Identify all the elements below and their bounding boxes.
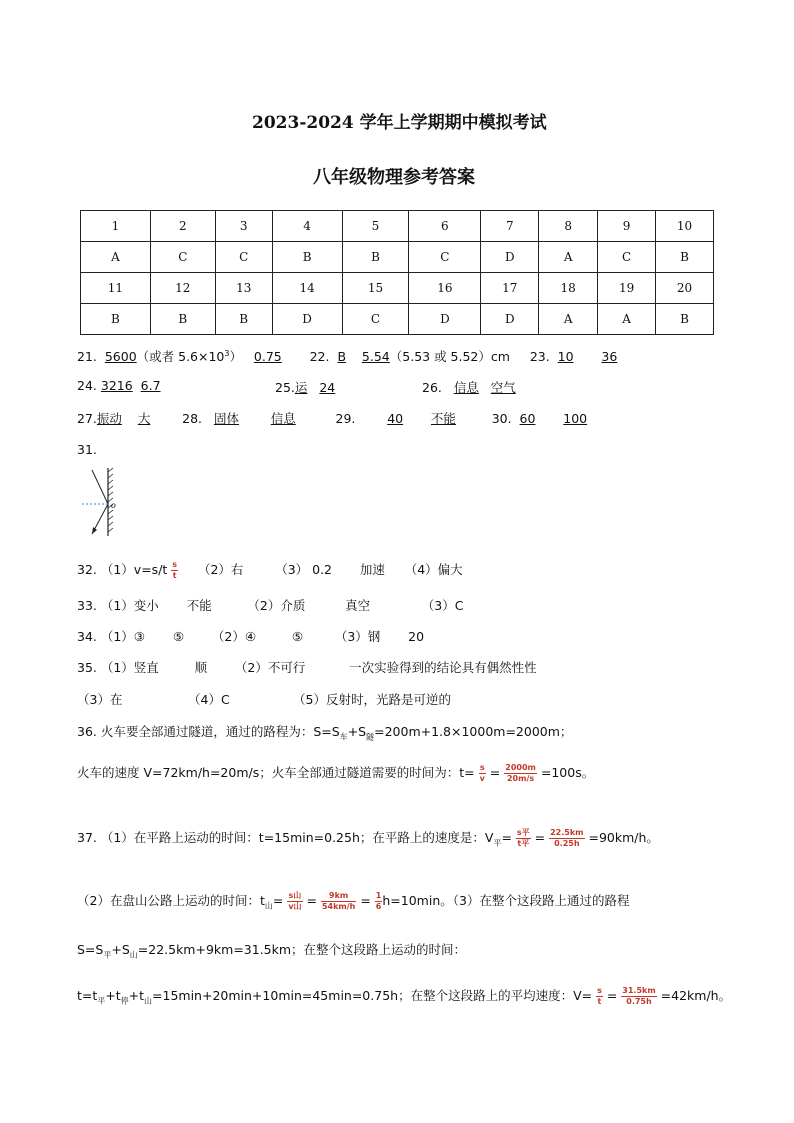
answer-row (81, 242, 714, 273)
q29-answer-b: 不能 (430, 411, 456, 426)
q37-sub-mountain-2: 山 (129, 950, 138, 960)
q36-sub-tunnel: 隧 (366, 732, 375, 742)
table-cell: A (598, 304, 656, 335)
q32-fraction: $\frac{s}{t}$ (172, 560, 178, 580)
table-cell: 16 (409, 273, 481, 304)
q37-text-d: t=t (77, 988, 98, 1003)
table-cell: C (409, 242, 481, 273)
table-cell: B (656, 242, 714, 273)
q21-exponent: 3 (224, 348, 230, 358)
table-cell: C (342, 304, 409, 335)
q35-part5: （5）反射时，光路是可逆的 (293, 692, 451, 707)
q30-answer-b: 100 (563, 411, 588, 426)
q31-mirror-diagram (78, 466, 128, 538)
table-cell: 9 (598, 211, 656, 242)
q35-part4: （4）C (188, 692, 230, 707)
q37-text-d3: +t (128, 988, 145, 1003)
point-o-label: o (111, 501, 116, 510)
q37-text-d2: +t (105, 988, 121, 1003)
table-cell: 3 (215, 211, 272, 242)
q36-fraction-values: $\frac{2000m}{20m/s}$ (505, 763, 536, 783)
q21-answer-b: 0.75 (253, 349, 282, 364)
answer-line-25 (275, 378, 335, 396)
q29-number: 29. (335, 411, 356, 426)
q37-sub-flat-2: 平 (103, 950, 112, 960)
q35-part1b: 顺 (194, 660, 208, 675)
answer-line-37c (77, 940, 466, 961)
q33-part1b: 不能 (186, 598, 212, 613)
q37-text-b: （2）在盘山公路上运动的时间：t (77, 893, 265, 908)
table-cell: 1 (81, 211, 151, 242)
q21-answer-a: 5600 (104, 349, 137, 364)
q23-answer-a: 10 (557, 349, 574, 364)
q37-sub-mountain: 山 (264, 901, 273, 911)
q34-part1: 34. （1）③ (77, 629, 146, 644)
q24-answer-b: 6.7 (140, 378, 161, 393)
q37-text-c2: +S (111, 942, 130, 957)
incident-ray (92, 470, 108, 504)
q35-part2-reason: 一次实验得到的结论具有偶然性性 (349, 660, 537, 675)
q34-part3: （3）钢 (334, 629, 381, 644)
table-cell: B (342, 242, 409, 273)
answer-line-34 (77, 627, 424, 645)
q30-number: 30. (491, 411, 512, 426)
answer-table (80, 210, 714, 335)
q37-result-2: h=10min。（3）在整个这段路上通过的路程 (382, 893, 630, 908)
table-cell: 14 (272, 273, 342, 304)
q33-part3: （3）C (421, 598, 464, 613)
answer-line-36b (77, 763, 594, 784)
q23-answer-b: 36 (601, 349, 618, 364)
q28-answer-a: 固体 (213, 411, 239, 426)
table-cell: 7 (481, 211, 539, 242)
q32-part3b: 加速 (359, 562, 385, 577)
table-cell: B (81, 304, 151, 335)
answer-line-37d: $t=t_平+t_停+t_山=15\min+20\min+10\min=45\min=0.75h$；在整个这段路上的平均速度：V= $\frac{s}{t}$ = $\frac{31.5km}{0.75h}$ =42km/h。 (77, 986, 732, 1006)
answer-line-36a (77, 722, 572, 743)
q35-part2: （2）不可行 (234, 660, 306, 675)
answer-line-24 (77, 378, 161, 393)
answer-line-37a: 37. （1）在平路上运动的时间：t=15min=0.25h；在平路上的速度是：$V_平=$ $\frac{\text{s平}}{\text{t平}}$ = $\frac{22.5km}{0.25h}$ =90km/h。 (77, 828, 659, 848)
answer-line-37b: （2）在盘山公路上运动的时间：$t_山=$ $\frac{\text{s山}}{\text{v山}}$ = $\frac{9km}{54km/h}$ = $\frac{1}{6}$ h=10min。（3）在整个这段路上通过的路程 (77, 891, 630, 911)
q37-text-d4: =15min+20min+10min=45min=0.75h；在整个这段路上的平均速度：V= (152, 988, 593, 1003)
q28-number: 28. (182, 411, 203, 426)
q21-number: 21. (77, 349, 97, 364)
table-cell: 6 (409, 211, 481, 242)
table-cell: 4 (272, 211, 342, 242)
table-cell: 18 (539, 273, 598, 304)
table-cell: 8 (539, 211, 598, 242)
q37-fraction-6: $\frac{s}{t}$ (597, 986, 602, 1006)
q36-equals: = (489, 765, 501, 780)
q37-text-c: S=S (77, 942, 104, 957)
q27-answer-a: 振动 (96, 411, 122, 426)
q37-text-a: 37. （1）在平路上运动的时间：t=15min=0.25h；在平路上的速度是：V (77, 830, 494, 845)
table-cell: 10 (656, 211, 714, 242)
q37-text-c3: =22.5km+9km=31.5km；在整个这段路上运动的时间： (137, 942, 467, 957)
table-cell: B (215, 304, 272, 335)
answer-line-26 (422, 378, 516, 396)
q33-part2b: 真空 (345, 598, 371, 613)
table-cell: C (598, 242, 656, 273)
answer-line-21-23 (77, 347, 617, 365)
q36-sub-train: 车 (339, 732, 348, 742)
q34-part3b: 20 (408, 629, 425, 644)
q24-answer-a: 3216 (100, 378, 133, 393)
q36-text-a: 36. 火车要全部通过隧道，通过的路程为：S=S (77, 724, 340, 739)
q22-answer-b: 5.54 (361, 349, 390, 364)
q22-answer-note: （5.53 或 5.52）cm (389, 349, 510, 364)
q36-fraction-sv: $\frac{s}{v}$ (479, 763, 485, 783)
q33-part2: （2）介质 (247, 598, 306, 613)
table-cell: C (150, 242, 215, 273)
q36-speed-text: 火车的速度 V=72km/h=20m/s；火车全部通过隧道需要的时间为：t= (77, 765, 475, 780)
reflected-arrow (92, 527, 97, 534)
q37-sub-mountain-3: 山 (144, 996, 153, 1006)
question-number-row (81, 273, 714, 304)
q32-part3: （3） 0.2 (275, 562, 332, 577)
q26-answer-a: 信息 (453, 380, 479, 395)
table-cell: A (81, 242, 151, 273)
q30-answer-a: 60 (519, 411, 536, 426)
table-cell: 17 (481, 273, 539, 304)
table-cell: 2 (150, 211, 215, 242)
q37-sub-stop: 停 (120, 996, 129, 1006)
answer-row (81, 304, 714, 335)
q22-number: 22. (309, 349, 330, 364)
q37-fraction-1: $\frac{\text{s平}}{\text{t平}}$ (516, 828, 530, 848)
table-cell: C (215, 242, 272, 273)
q23-number: 23. (529, 349, 550, 364)
answer-line-33 (77, 596, 463, 614)
q36-text-b: +S (347, 724, 367, 739)
table-cell: 5 (342, 211, 409, 242)
q21-answer-alt: （或者 5.6×10 (136, 349, 225, 364)
q37-result-1: =90km/h。 (588, 830, 659, 845)
q24-number: 24. (77, 378, 97, 393)
q27-answer-b: 大 (137, 411, 151, 426)
table-cell: A (539, 242, 598, 273)
page-title: 2023-2024 学年上学期期中模拟考试 (252, 113, 547, 133)
table-cell: 12 (150, 273, 215, 304)
table-cell: D (409, 304, 481, 335)
table-cell: A (539, 304, 598, 335)
q37-result-4: =42km/h。 (660, 988, 732, 1003)
q29-answer-a: 40 (387, 411, 404, 426)
table-cell: B (272, 242, 342, 273)
q28-answer-b: 信息 (270, 411, 296, 426)
table-cell: 11 (81, 273, 151, 304)
q34-part1b: ⑤ (172, 629, 185, 644)
q32-part2: （2）右 (197, 562, 244, 577)
q21-paren-close: ） (229, 349, 242, 364)
q37-sub-flat-3: 平 (97, 996, 106, 1006)
table-cell: 20 (656, 273, 714, 304)
q26-answer-b: 空气 (490, 380, 516, 395)
answer-line-35a (77, 658, 537, 676)
table-cell: D (481, 242, 539, 273)
q37-fraction-7: $\frac{31.5km}{0.75h}$ (622, 986, 656, 1006)
q36-result: =100s。 (540, 765, 595, 780)
q27-number: 27. (77, 411, 97, 426)
page-subtitle: 八年级物理参考答案 (313, 167, 475, 188)
q37-eq-2: = (272, 893, 284, 908)
answer-line-32 (77, 560, 463, 581)
q34-part2: （2）④ (211, 629, 257, 644)
q37-eq-1: = (501, 830, 512, 845)
table-cell: 19 (598, 273, 656, 304)
q31-number: 31. (77, 442, 97, 457)
q25-answer-a: 运 (294, 380, 308, 395)
q25-answer-b: 24 (319, 380, 336, 395)
q37-fraction-4: $\frac{9km}{54km/h}$ (321, 891, 356, 911)
q25-number: 25. (275, 380, 295, 395)
mirror-hatching (108, 468, 113, 532)
q37-fraction-3: $\frac{\text{s山}}{\text{v山}}$ (288, 891, 302, 911)
answer-line-27-30 (77, 409, 587, 427)
question-number-row (81, 211, 714, 242)
q37-sub-flat: 平 (493, 838, 502, 848)
q35-part3: （3）在 (77, 692, 123, 707)
table-cell: 13 (215, 273, 272, 304)
q37-fraction-2: $\frac{22.5km}{0.25h}$ (550, 828, 584, 848)
table-cell: D (481, 304, 539, 335)
q36-text-c: =200m+1.8×1000m=2000m； (374, 724, 573, 739)
table-cell: B (150, 304, 215, 335)
q32-part1: 32. （1）v=s/t (77, 562, 168, 577)
q32-part4: （4）偏大 (404, 562, 463, 577)
q34-part2b: ⑤ (291, 629, 304, 644)
table-cell: 15 (342, 273, 409, 304)
q33-part1: 33. （1）变小 (77, 598, 159, 613)
q26-number: 26. (422, 380, 442, 395)
table-cell: B (656, 304, 714, 335)
table-cell: D (272, 304, 342, 335)
q22-answer-a: B (337, 349, 347, 364)
answer-line-35b (77, 690, 122, 708)
q37-fraction-5: $\frac{1}{6}$ (375, 891, 382, 911)
q35-part1: 35. （1）竖直 (77, 660, 159, 675)
